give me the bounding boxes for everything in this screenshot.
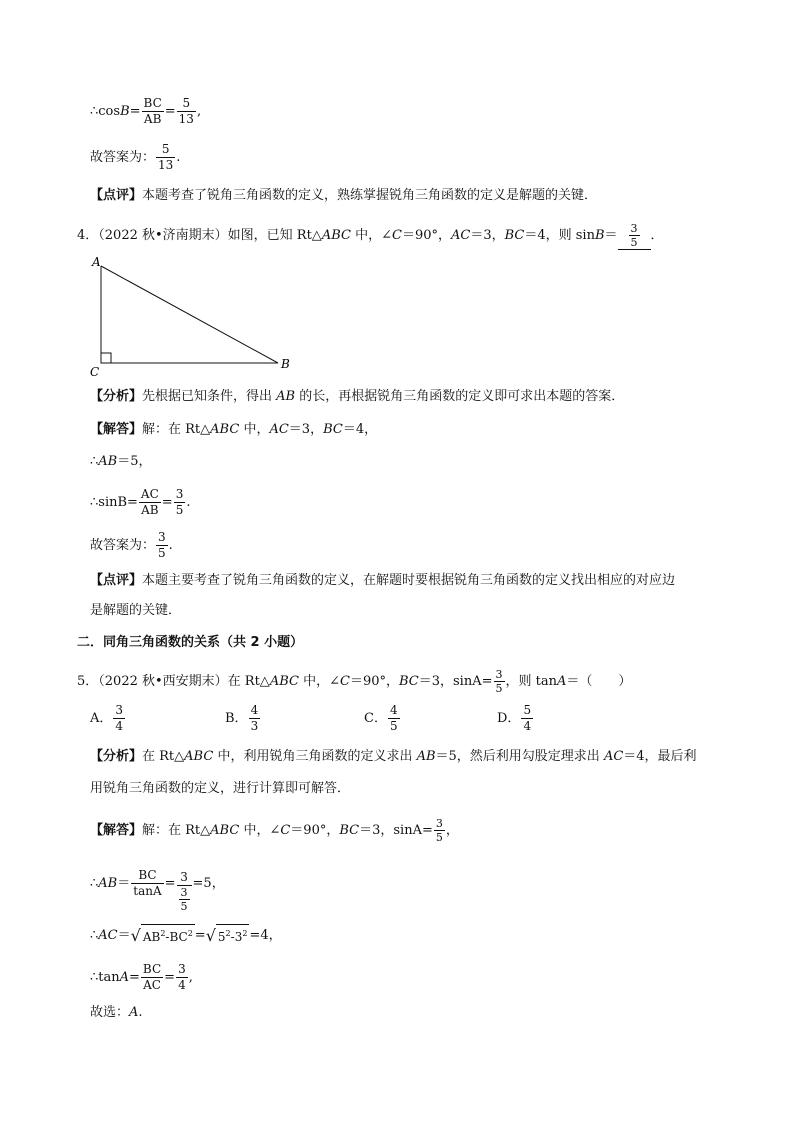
vertex-label-a: A bbox=[92, 255, 101, 269]
option-c: C． $\frac{4}{5}$ bbox=[364, 703, 398, 733]
right-triangle-figure bbox=[86, 250, 306, 380]
fraction: $\frac{5}{13}$ bbox=[178, 96, 194, 126]
section-title: 二．同角三角函数的关系（共 2 小题） bbox=[77, 635, 304, 650]
answer-line: 故答案为： $\frac{5}{13}$ . bbox=[90, 142, 181, 172]
fraction: $\frac{3}{4}$ bbox=[178, 962, 186, 992]
q5-step-2: ∴AC＝√ $AB^2-BC^2$ =√ $5^2-3^2 =4$， bbox=[90, 926, 282, 945]
triangle-outline bbox=[101, 266, 278, 363]
square-root: √ $5^2-3^2$ bbox=[205, 926, 248, 945]
q4-step-2: ∴sinB= $\frac{AC}{AB}$ = $\frac{3}{5}$ . bbox=[90, 487, 191, 517]
q5-step-3: ∴tanA= $\frac{BC}{AC}$ = $\frac{3}{4}$ , bbox=[90, 962, 193, 992]
fraction: $\frac{3}{4}$ bbox=[115, 703, 124, 733]
fraction: $\frac{BC}{AC}$ bbox=[142, 962, 162, 992]
fraction: $\frac{BC}{AB}$ bbox=[143, 96, 162, 126]
q5-step-1: ∴AB＝ $\frac{BC}{\tan A}$ = $\frac{3}{\frac{3}{5}}$ =5， bbox=[90, 868, 225, 913]
fraction: $\frac{4}{3}$ bbox=[250, 703, 259, 733]
cos-b-line: ∴cosB= $\frac{BC}{AB}$ = $\frac{5}{13}$ , bbox=[90, 96, 202, 126]
q5-analysis-1: 【分析】在 Rt△ABC 中，利用锐角三角函数的定义求出 AB＝5，然后利用勾股定理求出 AC＝4，最后利 bbox=[90, 749, 697, 764]
q4-solution: 【解答】解：在 Rt△ABC 中，AC＝3，BC＝4， bbox=[90, 422, 378, 437]
fraction: $\frac{4}{5}$ bbox=[389, 703, 398, 733]
square-root: √ $AB^2-BC^2$ bbox=[130, 926, 193, 945]
vertex-label-b: B bbox=[281, 357, 290, 371]
answer-blank bbox=[618, 222, 651, 250]
q5-final-answer: 故选：A. bbox=[90, 1005, 143, 1020]
fraction: $\frac{5}{4}$ bbox=[523, 703, 532, 733]
vertex-label-c: C bbox=[90, 365, 100, 379]
fraction: $\frac{AC}{AB}$ bbox=[140, 487, 159, 517]
q4-review-2: 是解题的关键． bbox=[90, 603, 182, 618]
q4-review-1: 【点评】本题主要考查了锐角三角函数的定义，在解题时要根据锐角三角函数的定义找出相应的对应边 bbox=[90, 573, 676, 588]
fraction: $\frac{3}{5}$ bbox=[180, 886, 188, 913]
q4-answer: 故答案为： $\frac{3}{5}$ . bbox=[90, 530, 173, 560]
fraction: $\frac{5}{13}$ bbox=[158, 142, 174, 172]
right-angle-mark bbox=[101, 353, 111, 363]
option-a: A． $\frac{3}{4}$ bbox=[90, 703, 124, 733]
fraction: $\frac{3}{5}$ bbox=[158, 530, 166, 560]
option-d: D． $\frac{5}{4}$ bbox=[497, 703, 532, 733]
question-4: 4．（2022 秋•济南期末）如图，已知 Rt△ABC 中，∠C＝90°，AC＝3，BC＝4，则 sinB＝ $\frac{3}{5}$ ． bbox=[77, 222, 664, 249]
review-line: 【点评】本题考查了锐角三角函数的定义，熟练掌握锐角三角函数的定义是解题的关键． bbox=[90, 188, 598, 203]
question-5: 5．（2022 秋•西安期末）在 Rt△ABC 中，∠C＝90°，BC＝3，sinA= $\frac{3}{5}$ ，则 tanA＝（ ） bbox=[77, 668, 632, 695]
compound-fraction: $\frac{3}{\frac{3}{5}}$ bbox=[177, 870, 192, 913]
option-b: B． $\frac{4}{3}$ bbox=[225, 703, 259, 733]
q4-step-1: ∴AB＝5， bbox=[90, 454, 152, 469]
fraction: $\frac{3}{5}$ bbox=[630, 222, 638, 249]
fraction: $\frac{3}{5}$ bbox=[495, 668, 503, 695]
q4-analysis: 【分析】先根据已知条件，得出 AB 的长，再根据锐角三角函数的定义即可求出本题的答案． bbox=[90, 389, 625, 404]
q5-analysis-2: 用锐角三角函数的定义，进行计算即可解答． bbox=[90, 781, 351, 796]
fraction: $\frac{3}{5}$ bbox=[175, 487, 184, 517]
fraction: $\frac{3}{5}$ bbox=[435, 817, 443, 844]
fraction: $\frac{BC}{\tan A}$ bbox=[133, 868, 162, 898]
q5-solution: 【解答】解：在 Rt△ABC 中，∠C＝90°，BC＝3，sinA= $\frac{3}{5}$ ， bbox=[90, 817, 459, 844]
